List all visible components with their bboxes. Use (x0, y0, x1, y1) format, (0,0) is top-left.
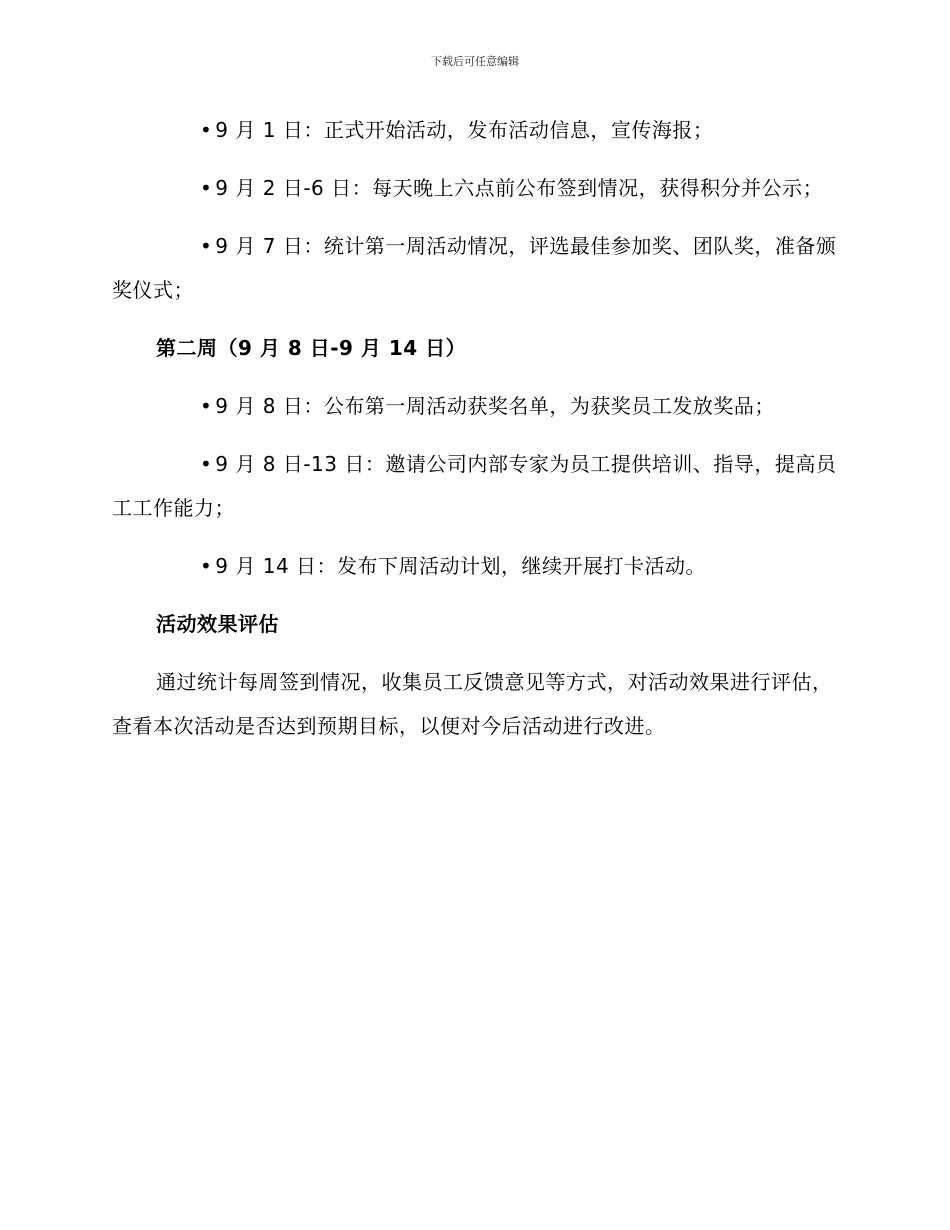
evaluation-paragraph: 通过统计每周签到情况，收集员工反馈意见等方式，对活动效果进行评估，查看本次活动是否达到预期目标，以便对今后活动进行改进。 (112, 670, 833, 738)
schedule-item-text: 9 月 8 日：公布第一周活动获奖名单，为获奖员工发放奖品； (215, 394, 775, 418)
schedule-item-sep-14 (112, 544, 838, 588)
bullet-icon: • (200, 394, 213, 418)
schedule-item-sep-8-13 (112, 442, 838, 530)
bullet-icon: • (200, 234, 213, 258)
schedule-item-text: 9 月 8 日-13 日：邀请公司内部专家为员工提供培训、指导，提高员工工作能力； (112, 452, 837, 520)
schedule-item-sep-7 (112, 224, 838, 312)
section-heading-week-two: 第二周（9 月 8 日-9 月 14 日） (156, 336, 467, 360)
bullet-icon: • (200, 118, 213, 142)
schedule-item-sep-1 (112, 108, 838, 152)
schedule-item-sep-8 (112, 384, 838, 428)
page-header-note: 下载后可任意编辑 (431, 55, 519, 68)
section-heading-evaluation: 活动效果评估 (156, 612, 279, 636)
schedule-item-text: 9 月 14 日：发布下周活动计划，继续开展打卡活动。 (215, 554, 707, 578)
schedule-item-text: 9 月 2 日-6 日：每天晚上六点前公布签到情况，获得积分并公示； (215, 176, 824, 200)
schedule-item-text: 9 月 7 日：统计第一周活动情况，评选最佳参加奖、团队奖，准备颁奖仪式； (112, 234, 837, 302)
document-body (112, 108, 838, 762)
bullet-icon: • (200, 176, 213, 200)
bullet-icon: • (200, 452, 213, 476)
bullet-icon: • (200, 554, 213, 578)
schedule-item-sep-2-6 (112, 166, 838, 210)
schedule-item-text: 9 月 1 日：正式开始活动，发布活动信息，宣传海报； (215, 118, 714, 142)
